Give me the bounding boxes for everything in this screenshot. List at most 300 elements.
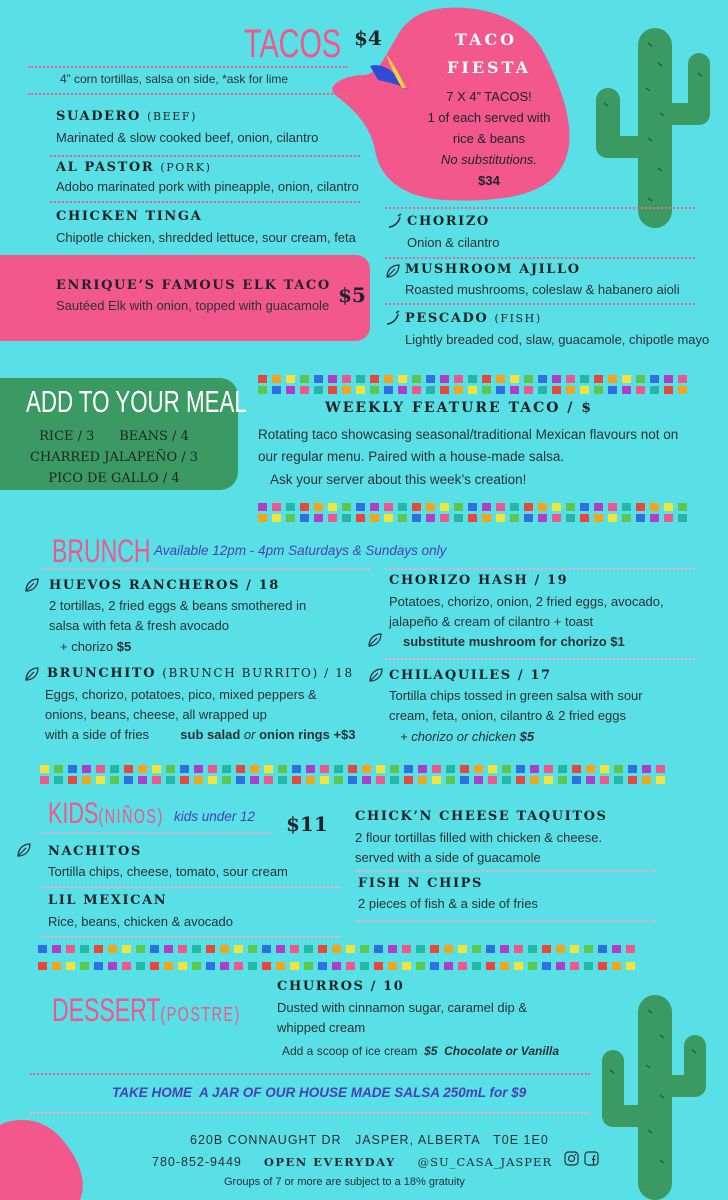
fiesta-line: rice & beans bbox=[452, 131, 526, 146]
strip-dash bbox=[384, 386, 393, 394]
strip-dash bbox=[376, 776, 385, 784]
strip-dash bbox=[454, 503, 463, 511]
strip-dash bbox=[272, 386, 281, 394]
strip-dash bbox=[248, 962, 257, 970]
strip-dash bbox=[300, 386, 309, 394]
leaf-icon bbox=[367, 632, 383, 648]
strip-dash bbox=[124, 776, 133, 784]
strip-dash bbox=[236, 776, 245, 784]
item-name: SUADERO bbox=[56, 109, 141, 124]
strip-dash bbox=[460, 765, 469, 773]
item-desc: served with a side of guacamole bbox=[355, 850, 541, 865]
strip-dash bbox=[300, 503, 309, 511]
strip-dash bbox=[384, 514, 393, 522]
strip-dash bbox=[374, 945, 383, 953]
strip-dash bbox=[290, 962, 299, 970]
strip-dash bbox=[122, 962, 131, 970]
strip-dash bbox=[320, 776, 329, 784]
strip-dash bbox=[80, 962, 89, 970]
strip-dash bbox=[262, 945, 271, 953]
leaf-icon bbox=[24, 666, 40, 682]
menu-item-huevos: HUEVOS RANCHEROS / 18 bbox=[49, 578, 280, 593]
strip-dash bbox=[482, 503, 491, 511]
strip-dash bbox=[286, 386, 295, 394]
strip-dash bbox=[650, 386, 659, 394]
menu-item-churros: CHURROS / 10 bbox=[277, 979, 405, 994]
strip-dash bbox=[54, 776, 63, 784]
menu-item-elk: ENRIQUE’S FAMOUS ELK TACO bbox=[56, 278, 331, 293]
strip-dash bbox=[570, 962, 579, 970]
strip-dash bbox=[482, 514, 491, 522]
item-tag: (BEEF) bbox=[147, 110, 198, 123]
strip-dash bbox=[412, 375, 421, 383]
strip-dash bbox=[164, 945, 173, 953]
strip-dash bbox=[510, 386, 519, 394]
strip-dash bbox=[664, 514, 673, 522]
strip-dash bbox=[636, 503, 645, 511]
strip-dash bbox=[496, 375, 505, 383]
divider bbox=[28, 93, 348, 95]
strip-dash bbox=[370, 375, 379, 383]
divider bbox=[385, 207, 695, 209]
strip-dash bbox=[608, 375, 617, 383]
strip-dash bbox=[108, 962, 117, 970]
fiesta-line: No substitutions. bbox=[440, 152, 538, 167]
extra-label: sub salad bbox=[180, 727, 241, 742]
strip-dash bbox=[496, 514, 505, 522]
strip-dash bbox=[318, 962, 327, 970]
strip-dash bbox=[314, 514, 323, 522]
extra-label: onion rings +$3 bbox=[259, 727, 356, 742]
strip-dash bbox=[416, 962, 425, 970]
cactus-icon bbox=[598, 990, 708, 1200]
item-desc: Sautéed Elk with onion, topped with guacamole bbox=[56, 298, 330, 313]
divider bbox=[50, 201, 360, 203]
strip-dash bbox=[286, 514, 295, 522]
strip-dash bbox=[594, 375, 603, 383]
strip-dash bbox=[234, 945, 243, 953]
kids-title-sub: (NIÑOS) bbox=[98, 806, 164, 828]
strip-dash bbox=[82, 765, 91, 773]
strip-dash bbox=[454, 375, 463, 383]
divider bbox=[385, 257, 695, 259]
strip-dash bbox=[374, 962, 383, 970]
strip-dash bbox=[600, 776, 609, 784]
strip-dash bbox=[136, 962, 145, 970]
strip-dash bbox=[558, 765, 567, 773]
dessert-title bbox=[52, 992, 241, 1029]
strip-dash bbox=[356, 375, 365, 383]
menu-item-fish-chips: FISH N CHIPS bbox=[358, 876, 483, 891]
strip-dash bbox=[622, 503, 631, 511]
kids-age: kids under 12 bbox=[174, 809, 256, 824]
strip-dash bbox=[418, 765, 427, 773]
strip-dash bbox=[510, 375, 519, 383]
strip-dash bbox=[314, 503, 323, 511]
strip-dash bbox=[348, 765, 357, 773]
strip-dash bbox=[584, 945, 593, 953]
strip-dash bbox=[444, 962, 453, 970]
strip-dash bbox=[94, 945, 103, 953]
strip-dash bbox=[426, 386, 435, 394]
menu-item-taquitos: CHICK’N CHEESE TAQUITOS bbox=[355, 809, 608, 824]
strip-dash bbox=[524, 514, 533, 522]
strip-dash bbox=[426, 503, 435, 511]
color-strip bbox=[258, 375, 687, 383]
kids-price: $11 bbox=[286, 812, 328, 836]
strip-dash bbox=[496, 503, 505, 511]
strip-dash bbox=[328, 503, 337, 511]
strip-dash bbox=[314, 386, 323, 394]
strip-dash bbox=[300, 514, 309, 522]
strip-dash bbox=[612, 945, 621, 953]
strip-dash bbox=[502, 776, 511, 784]
strip-dash bbox=[664, 375, 673, 383]
strip-dash bbox=[236, 765, 245, 773]
strip-dash bbox=[650, 375, 659, 383]
item-desc: cream, feta, onion, cilantro & 2 fried eggs bbox=[389, 708, 627, 723]
color-strip bbox=[38, 962, 635, 970]
strip-dash bbox=[664, 386, 673, 394]
strip-dash bbox=[346, 945, 355, 953]
strip-dash bbox=[628, 776, 637, 784]
strip-dash bbox=[472, 962, 481, 970]
strip-dash bbox=[444, 945, 453, 953]
strip-dash bbox=[96, 776, 105, 784]
strip-dash bbox=[150, 962, 159, 970]
strip-dash bbox=[248, 945, 257, 953]
strip-dash bbox=[566, 386, 575, 394]
dessert-title-sub: (POSTRE) bbox=[160, 1004, 241, 1026]
item-desc: Rice, beans, chicken & avocado bbox=[48, 914, 233, 929]
strip-dash bbox=[306, 765, 315, 773]
item-desc: onions, beans, cheese, all wrapped up bbox=[45, 707, 267, 722]
strip-dash bbox=[486, 962, 495, 970]
strip-dash bbox=[474, 776, 483, 784]
strip-dash bbox=[346, 962, 355, 970]
strip-dash bbox=[124, 765, 133, 773]
extra-label: Add a scoop of ice cream bbox=[282, 1044, 418, 1058]
strip-dash bbox=[468, 375, 477, 383]
item-extra bbox=[400, 727, 534, 747]
menu-item-chorizo-hash: CHORIZO HASH / 19 bbox=[389, 573, 569, 588]
strip-dash bbox=[384, 503, 393, 511]
strip-dash bbox=[356, 386, 365, 394]
strip-dash bbox=[206, 945, 215, 953]
strip-dash bbox=[258, 514, 267, 522]
strip-dash bbox=[600, 765, 609, 773]
color-strip bbox=[258, 386, 687, 394]
strip-dash bbox=[572, 765, 581, 773]
strip-dash bbox=[222, 776, 231, 784]
strip-dash bbox=[416, 945, 425, 953]
add-line: RICE / 3 BEANS / 4 bbox=[39, 429, 189, 444]
strip-dash bbox=[430, 962, 439, 970]
strip-dash bbox=[292, 765, 301, 773]
leaf-icon bbox=[24, 577, 40, 593]
strip-dash bbox=[656, 776, 665, 784]
strip-dash bbox=[94, 962, 103, 970]
strip-dash bbox=[164, 962, 173, 970]
strip-dash bbox=[292, 776, 301, 784]
strip-dash bbox=[458, 962, 467, 970]
strip-dash bbox=[516, 776, 525, 784]
strip-dash bbox=[278, 765, 287, 773]
strip-dash bbox=[468, 503, 477, 511]
strip-dash bbox=[52, 945, 61, 953]
strip-dash bbox=[608, 514, 617, 522]
strip-dash bbox=[516, 765, 525, 773]
strip-dash bbox=[96, 765, 105, 773]
strip-dash bbox=[460, 776, 469, 784]
item-desc: Marinated & slow cooked beef, onion, cilantro bbox=[56, 130, 319, 145]
menu-item-lil-mexican: LIL MEXICAN bbox=[48, 893, 168, 908]
menu-item-mushroom: MUSHROOM AJILLO bbox=[405, 262, 581, 277]
strip-dash bbox=[500, 962, 509, 970]
color-strip bbox=[40, 776, 665, 784]
strip-dash bbox=[510, 514, 519, 522]
strip-dash bbox=[530, 776, 539, 784]
strip-dash bbox=[178, 945, 187, 953]
strip-dash bbox=[552, 386, 561, 394]
menu-item-suadero bbox=[56, 109, 197, 124]
item-desc: Onion & cilantro bbox=[407, 235, 500, 250]
add-line: PICO DE GALLO / 4 bbox=[48, 471, 180, 486]
strip-dash bbox=[192, 945, 201, 953]
strip-dash bbox=[514, 962, 523, 970]
pepper-icon bbox=[387, 213, 403, 229]
strip-dash bbox=[552, 503, 561, 511]
strip-dash bbox=[556, 945, 565, 953]
item-desc: salsa with feta & fresh avocado bbox=[49, 618, 229, 633]
strip-dash bbox=[332, 962, 341, 970]
strip-dash bbox=[194, 776, 203, 784]
strip-dash bbox=[278, 776, 287, 784]
strip-dash bbox=[488, 776, 497, 784]
extra-price: $5 bbox=[519, 729, 535, 744]
strip-dash bbox=[614, 776, 623, 784]
strip-dash bbox=[542, 945, 551, 953]
strip-dash bbox=[538, 375, 547, 383]
strip-dash bbox=[586, 776, 595, 784]
extra-price: $5 bbox=[424, 1044, 438, 1058]
strip-dash bbox=[54, 765, 63, 773]
strip-dash bbox=[320, 765, 329, 773]
strip-dash bbox=[110, 765, 119, 773]
strip-dash bbox=[390, 765, 399, 773]
strip-dash bbox=[426, 514, 435, 522]
strip-dash bbox=[636, 386, 645, 394]
leaf-icon bbox=[368, 667, 384, 683]
strip-dash bbox=[454, 514, 463, 522]
brunch-availability: Available 12pm - 4pm Saturdays & Sundays only bbox=[154, 543, 447, 558]
corner-blob bbox=[0, 1115, 95, 1200]
strip-dash bbox=[166, 765, 175, 773]
strip-dash bbox=[626, 945, 635, 953]
facebook-icon[interactable] bbox=[584, 1151, 599, 1166]
strip-dash bbox=[412, 503, 421, 511]
feature-line: our regular menu. Paired with a house-made salsa. bbox=[258, 449, 565, 464]
add-title: ADD TO YOUR MEAL bbox=[26, 384, 247, 419]
divider bbox=[50, 155, 360, 157]
item-name: BRUNCHITO bbox=[47, 666, 157, 681]
strip-dash bbox=[572, 776, 581, 784]
strip-dash bbox=[566, 375, 575, 383]
strip-dash bbox=[342, 503, 351, 511]
strip-dash bbox=[362, 776, 371, 784]
strip-dash bbox=[402, 962, 411, 970]
strip-dash bbox=[52, 962, 61, 970]
strip-dash bbox=[622, 386, 631, 394]
strip-dash bbox=[276, 945, 285, 953]
strip-dash bbox=[304, 945, 313, 953]
strip-dash bbox=[594, 503, 603, 511]
divider bbox=[385, 303, 695, 305]
contact-row bbox=[152, 1154, 552, 1169]
strip-dash bbox=[472, 945, 481, 953]
strip-dash bbox=[250, 776, 259, 784]
divider bbox=[28, 66, 348, 68]
feature-line: Ask your server about this week’s creation! bbox=[270, 472, 527, 487]
divider bbox=[40, 886, 340, 888]
divider bbox=[40, 832, 270, 834]
strip-dash bbox=[38, 945, 47, 953]
tacos-price: $4 bbox=[354, 26, 382, 50]
strip-dash bbox=[650, 514, 659, 522]
strip-dash bbox=[528, 962, 537, 970]
strip-dash bbox=[250, 765, 259, 773]
strip-dash bbox=[636, 514, 645, 522]
item-desc: 2 tortillas, 2 fried eggs & beans smothered in bbox=[49, 598, 307, 613]
strip-dash bbox=[544, 765, 553, 773]
strip-dash bbox=[558, 776, 567, 784]
dessert-title-main: DESSERT bbox=[52, 992, 161, 1028]
item-desc: Roasted mushrooms, coleslaw & habanero aioli bbox=[405, 282, 680, 297]
strip-dash bbox=[82, 776, 91, 784]
social-handle[interactable]: @SU_CASA_JASPER bbox=[417, 1155, 553, 1169]
strip-dash bbox=[206, 962, 215, 970]
divider bbox=[385, 658, 695, 660]
strip-dash bbox=[264, 776, 273, 784]
strip-dash bbox=[264, 765, 273, 773]
strip-dash bbox=[388, 962, 397, 970]
color-strip bbox=[40, 765, 665, 773]
strip-dash bbox=[642, 765, 651, 773]
strip-dash bbox=[166, 776, 175, 784]
divider bbox=[355, 920, 655, 922]
strip-dash bbox=[286, 503, 295, 511]
extra-flavors: Chocolate or Vanilla bbox=[444, 1044, 560, 1058]
strip-dash bbox=[342, 375, 351, 383]
strip-dash bbox=[150, 945, 159, 953]
strip-dash bbox=[636, 375, 645, 383]
divider bbox=[40, 568, 370, 570]
item-desc: Potatoes, chorizo, onion, 2 fried eggs, avocado, bbox=[389, 594, 664, 609]
open-everyday: OPEN EVERYDAY bbox=[263, 1155, 396, 1169]
extra-or: or bbox=[243, 727, 256, 742]
strip-dash bbox=[328, 386, 337, 394]
strip-dash bbox=[580, 503, 589, 511]
leaf-icon bbox=[16, 842, 32, 858]
fiesta-text bbox=[414, 86, 564, 191]
strip-dash bbox=[440, 514, 449, 522]
instagram-icon[interactable] bbox=[564, 1151, 579, 1166]
item-desc: Dusted with cinnamon sugar, caramel dip & bbox=[277, 1000, 528, 1015]
strip-dash bbox=[622, 514, 631, 522]
strip-dash bbox=[468, 386, 477, 394]
add-list bbox=[14, 426, 214, 489]
strip-dash bbox=[432, 765, 441, 773]
strip-dash bbox=[398, 375, 407, 383]
strip-dash bbox=[290, 945, 299, 953]
strip-dash bbox=[454, 386, 463, 394]
strip-dash bbox=[538, 386, 547, 394]
strip-dash bbox=[598, 962, 607, 970]
pepper-icon bbox=[385, 310, 401, 326]
strip-dash bbox=[412, 386, 421, 394]
fiesta-title-1: TACO bbox=[455, 30, 518, 49]
item-desc: 2 flour tortillas filled with chicken & cheese. bbox=[355, 830, 603, 845]
strip-dash bbox=[678, 375, 687, 383]
strip-dash bbox=[482, 386, 491, 394]
menu-item-al-pastor bbox=[56, 160, 212, 175]
strip-dash bbox=[68, 776, 77, 784]
item-desc: whipped cream bbox=[277, 1020, 366, 1035]
strip-dash bbox=[356, 503, 365, 511]
strip-dash bbox=[138, 765, 147, 773]
strip-dash bbox=[440, 503, 449, 511]
item-desc: Eggs, chorizo, potatoes, pico, mixed peppers & bbox=[45, 687, 317, 702]
brunch-title: BRUNCH bbox=[52, 533, 151, 569]
strip-dash bbox=[360, 945, 369, 953]
gratuity-note: Groups of 7 or more are subject to a 18% gratuity bbox=[224, 1176, 465, 1188]
strip-dash bbox=[300, 375, 309, 383]
menu-item-nachitos: NACHITOS bbox=[48, 844, 142, 859]
strip-dash bbox=[194, 765, 203, 773]
strip-dash bbox=[608, 386, 617, 394]
strip-dash bbox=[334, 765, 343, 773]
strip-dash bbox=[376, 765, 385, 773]
extra-price: $5 bbox=[116, 639, 132, 654]
strip-dash bbox=[482, 375, 491, 383]
item-name: AL PASTOR bbox=[56, 160, 155, 175]
item-desc bbox=[45, 725, 356, 745]
extra-label: + chorizo bbox=[60, 639, 114, 654]
strip-dash bbox=[404, 776, 413, 784]
strip-dash bbox=[446, 776, 455, 784]
strip-dash bbox=[580, 514, 589, 522]
strip-dash bbox=[432, 776, 441, 784]
color-strip bbox=[258, 514, 687, 522]
strip-dash bbox=[430, 945, 439, 953]
strip-dash bbox=[220, 945, 229, 953]
strip-dash bbox=[678, 386, 687, 394]
strip-dash bbox=[656, 765, 665, 773]
item-desc: Tortilla chips tossed in green salsa with sour bbox=[389, 688, 643, 703]
strip-dash bbox=[412, 514, 421, 522]
phone[interactable]: 780-852-9449 bbox=[152, 1155, 242, 1169]
menu-item-brunchito bbox=[47, 666, 354, 681]
feature-title: WEEKLY FEATURE TACO / $ bbox=[325, 400, 594, 416]
fiesta-line: 1 of each served with bbox=[427, 110, 551, 125]
menu-item-chilaquiles: CHILAQUILES / 17 bbox=[389, 668, 552, 683]
strip-dash bbox=[272, 514, 281, 522]
strip-dash bbox=[500, 945, 509, 953]
strip-dash bbox=[584, 962, 593, 970]
divider bbox=[30, 1073, 590, 1075]
strip-dash bbox=[524, 375, 533, 383]
strip-dash bbox=[440, 375, 449, 383]
